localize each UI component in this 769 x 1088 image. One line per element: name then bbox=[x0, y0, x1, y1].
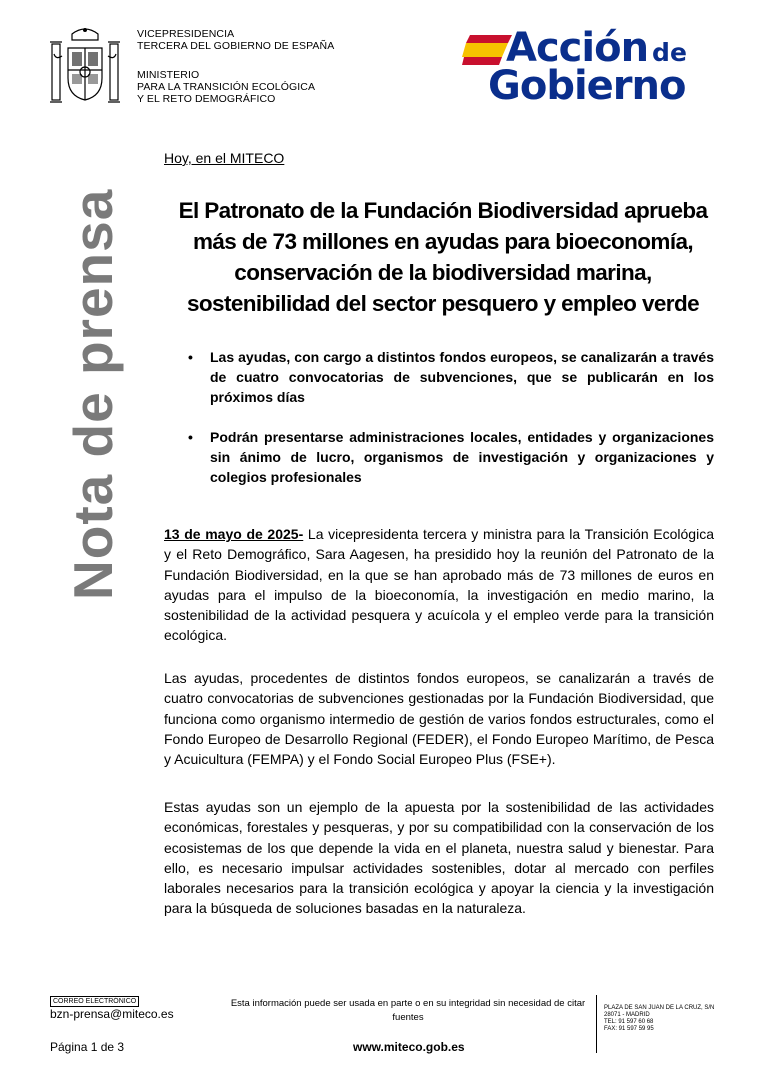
summary-bullet bbox=[188, 347, 714, 407]
address-line-4: FAX: 91 597 59 95 bbox=[604, 1026, 654, 1032]
footer-divider bbox=[596, 995, 597, 1053]
headline-line-4: sostenibilidad del sector pesquero y empleo verde bbox=[186, 291, 700, 316]
bullet-text: Las ayudas, con cargo a distintos fondos europeos, se canalizarán a través de cuatro convocatorias de subvenciones, que se publicarán en los próximos días bbox=[210, 349, 714, 405]
address-line-1: PLAZA DE SAN JUAN DE LA CRUZ, S/N bbox=[604, 1005, 715, 1011]
vicepresidency-heading bbox=[137, 28, 334, 52]
logo-line-1: Acción de bbox=[506, 25, 687, 71]
accion-de-gobierno-logo bbox=[462, 27, 707, 109]
paragraph-1-text: La vicepresidenta tercera y ministra para la Transición Ecológica y el Reto Demográfico, Sara Aagesen, ha presidido hoy la reunión del Patronato de la Fundación Biodiversidad, en la que se han aprobado más de 73 millones de euros en ayudas para el impulso de la bioeconomía, la investigación en medio marino, la sostenibilidad de la actividad pesquera y acuícola y el empleo verde para la transición ecológica. bbox=[164, 526, 714, 644]
logo-line-2: Gobierno bbox=[488, 63, 686, 109]
address-line-2: 28071 - MADRID bbox=[604, 1012, 650, 1018]
ministry-line-3: Y EL RETO DEMOGRÁFICO bbox=[137, 93, 276, 105]
coat-of-arms-icon bbox=[48, 26, 122, 110]
body-paragraph-3: Estas ayudas son un ejemplo de la apuesta por la sostenibilidad de las actividades económicas, forestales y pesqueras, y por su compatibilidad con la conservación de los ecosistemas de los que depende la vida en el planeta, nuestra salud y bienestar. Para ello, es necesario impulsar actividades sostenibles, dotar al mercado con perfiles laborales necesarios para la transición ecológica y apoyar la ciencia y la investigación para la búsqueda de soluciones basadas en la naturaleza. bbox=[164, 799, 714, 917]
bullet-marker: • bbox=[188, 429, 193, 445]
vicepresidency-line-2: TERCERA DEL GOBIERNO DE ESPAÑA bbox=[137, 40, 335, 52]
ministry-line-2: PARA LA TRANSICIÓN ECOLÓGICA bbox=[137, 81, 316, 93]
dateline: 13 de mayo de 2025- bbox=[164, 526, 304, 542]
ministry-line-1: MINISTERIO bbox=[137, 69, 200, 81]
email-address[interactable]: bzn-prensa@miteco.es bbox=[50, 1007, 174, 1021]
summary-bullet bbox=[188, 427, 714, 487]
address-line-3: TEL: 91 597 60 68 bbox=[604, 1019, 654, 1025]
email-label: CORREO ELECTRÓNICO bbox=[50, 996, 139, 1007]
vicepresidency-line-1: VICEPRESIDENCIA bbox=[137, 28, 235, 40]
page-number: Página 1 de 3 bbox=[50, 1040, 125, 1054]
usage-note: Esta información puede ser usada en parte o en su integridad sin necesidad de citar fuentes bbox=[230, 998, 586, 1023]
body-paragraph-2: Las ayudas, procedentes de distintos fondos europeos, se canalizarán a través de cuatro convocatorias de subvenciones gestionadas por la Fundación Biodiversidad, que funciona como organismo intermedio de gestión de varios fondos estructurales, como el Fondo Europeo de Desarrollo Regional (FEDER), el Fondo Europeo Marítimo, de Pesca y Acuicultura (FEMPA) y el Fondo Social Europeo Plus (FSE+). bbox=[164, 670, 714, 768]
kicker: Hoy, en el MITECO bbox=[164, 150, 285, 166]
spain-flag-icon bbox=[462, 35, 512, 65]
website-link[interactable]: www.miteco.gob.es bbox=[353, 1040, 465, 1054]
ministry-heading bbox=[137, 69, 315, 105]
headline-line-2: más de 73 millones en ayudas para bioeconomía, bbox=[192, 229, 694, 254]
body-paragraph-1 bbox=[164, 524, 714, 646]
headline-line-1: El Patronato de la Fundación Biodiversidad aprueba bbox=[178, 198, 708, 223]
postal-address bbox=[604, 1005, 764, 1033]
bullet-marker: • bbox=[188, 349, 193, 365]
headline-line-3: conservación de la biodiversidad marina, bbox=[234, 260, 652, 285]
press-release-sidebar-label: Nota de prensa bbox=[62, 188, 124, 600]
logo-de: de bbox=[652, 38, 687, 67]
headline bbox=[160, 195, 726, 319]
bullet-text: Podrán presentarse administraciones locales, entidades y organizaciones sin ánimo de lucro, organismos de investigación y organizaciones y colegios profesionales bbox=[210, 429, 714, 485]
